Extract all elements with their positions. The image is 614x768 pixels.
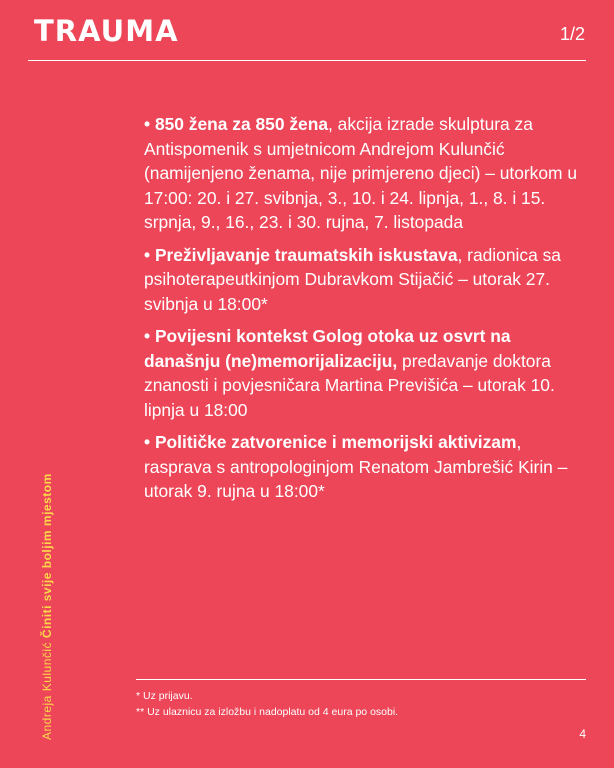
credit-author: Andreja Kulunčić — [40, 641, 54, 740]
event-item — [144, 112, 589, 235]
footnote-divider — [136, 679, 586, 680]
bullet: • — [144, 432, 151, 452]
side-credit — [40, 473, 54, 740]
event-title: Političke zatvorenice i memorijski aktivizam — [154, 432, 517, 452]
bullet: • — [144, 326, 151, 346]
event-description: , radionica sa psihoterapeutkinjom Dubravkom Stijačić – utorak 27. svibnja u 18:00* — [144, 244, 561, 314]
event-item — [144, 243, 589, 317]
bullet: • — [144, 114, 151, 134]
event-description: predavanje doktora znanosti i povjesničara Martina Previšića – utorak 10. lipnja u 18:00 — [144, 350, 555, 420]
page-counter: 1/2 — [559, 24, 585, 44]
event-description: , rasprava s antropologinjom Renatom Jambrešić Kirin – utorak 9. rujna u 18:00* — [144, 432, 568, 501]
footnotes — [136, 688, 398, 720]
page-title: TRAUMA — [34, 14, 179, 48]
event-description: , akcija izrade skulptura za Antispomenik s umjetnicom Andrejom Kulunčić (namijenjeno ženama, nije primjereno djeci) – utorkom u 17:00: 20. i 27. svibnja, 3., 10. i 24. lipnja, 1., 8. i 15. srpnja, 9., 16., 23. i 30. rujna, 7. listopada — [144, 114, 578, 232]
bullet: • — [144, 244, 151, 265]
footnote: ** Uz ulaznicu za izložbu i nadoplatu od 4 eura po osobi. — [136, 706, 399, 718]
event-item — [144, 430, 589, 504]
page-number: 4 — [579, 727, 586, 741]
credit-title: Činiti svije boljim mjestom — [40, 473, 54, 639]
event-title: Preživljavanje traumatskih iskustava — [154, 244, 458, 265]
footnote: * Uz prijavu. — [136, 690, 193, 702]
event-list — [144, 112, 589, 512]
top-divider — [28, 60, 586, 61]
event-item — [144, 324, 589, 422]
event-title: 850 žena za 850 žena — [154, 114, 328, 134]
event-title: Povijesni kontekst Golog otoka uz osvrt na današnju (ne)memorijalizaciju, — [144, 326, 511, 371]
